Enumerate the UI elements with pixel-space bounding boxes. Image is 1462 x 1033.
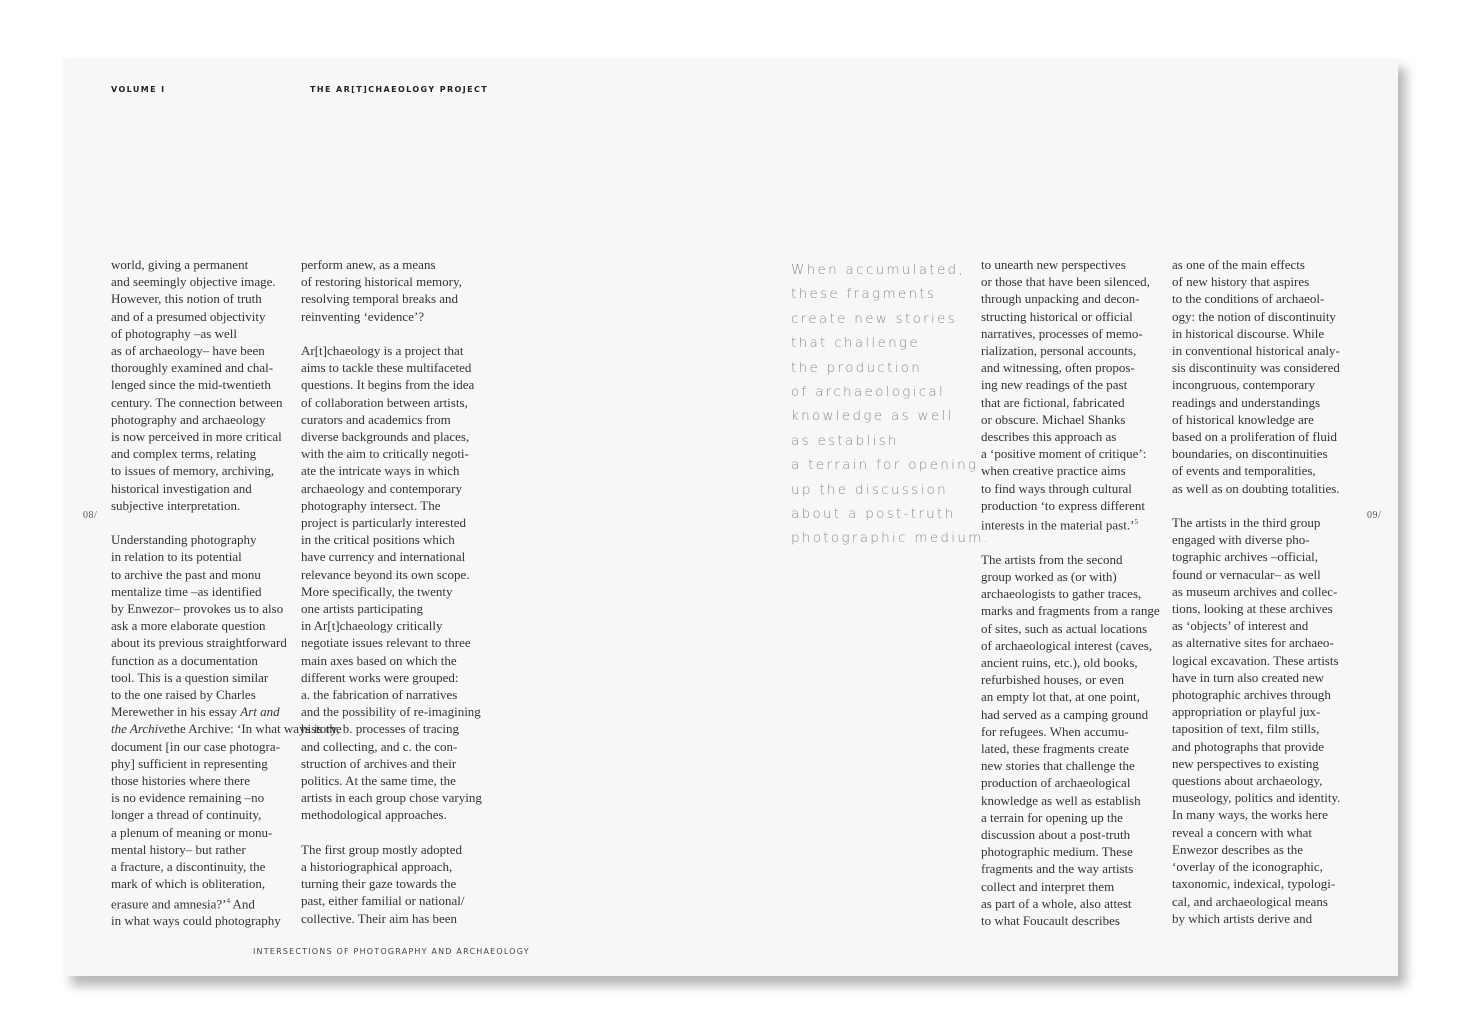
text-line: taxonomic, indexical, typologi- — [1172, 876, 1336, 892]
text-line: ‘overlay of the iconographic, — [1172, 859, 1323, 875]
text-line: as one of the main effects — [1172, 257, 1305, 272]
text-column-4 — [1172, 256, 1340, 927]
text-line: curators and academics from — [301, 411, 451, 427]
text-line: ogy: the notion of discontinuity — [1172, 308, 1336, 324]
text-line: found or vernacular– as well — [1172, 566, 1321, 582]
text-line: and photographs that provide — [1172, 738, 1324, 754]
paragraph-gap — [301, 824, 482, 841]
text-line: historical investigation and — [111, 480, 252, 496]
text-line: politics. At the same time, the — [301, 773, 456, 789]
text-line: lenged since the mid-twentieth — [111, 377, 271, 393]
text-line: The artists in the third group — [1172, 515, 1321, 531]
text-line: questions about archaeology, — [1172, 773, 1323, 789]
text-line: production of archaeological — [981, 775, 1131, 791]
text-line: have in turn also created new — [1172, 669, 1324, 685]
footnote-marker[interactable]: 4 — [226, 896, 230, 905]
text-line: fragments and the way artists — [981, 861, 1134, 877]
text-line: group worked as (or with) — [981, 568, 1117, 584]
text-line: to the conditions of archaeol- — [1172, 291, 1325, 307]
text-line: mentalize time –as identified — [111, 583, 262, 599]
text-line: marks and fragments from a range — [981, 603, 1160, 619]
text-line: different works were grouped: — [301, 669, 459, 685]
text-line: through unpacking and decon- — [981, 291, 1140, 307]
text-line: to what Foucault describes — [981, 913, 1120, 929]
text-line — [981, 514, 1160, 534]
text-line: ancient ruins, etc.), old books, — [981, 654, 1138, 670]
text-line: incongruous, contemporary — [1172, 377, 1315, 393]
text-line: as of archaeology– have been — [111, 343, 265, 359]
text-line: sis discontinuity was considered — [1172, 360, 1340, 376]
text-line: based on a proliferation of fluid — [1172, 429, 1337, 445]
text-line: in relation to its potential — [111, 549, 242, 565]
text-line: in what ways could photography — [111, 913, 281, 929]
text-line: perform anew, as a means — [301, 257, 436, 272]
pull-quote-line: When accumulated, — [791, 262, 966, 278]
text-line: Understanding photography — [111, 532, 257, 548]
text-line: by which artists derive and — [1172, 910, 1313, 926]
text-line: The artists from the second — [981, 551, 1123, 567]
text-line: project is particularly interested — [301, 515, 466, 531]
text-line: Ar[t]chaeology is a project that — [301, 343, 464, 358]
text-line: mark of which is obliteration, — [111, 876, 266, 892]
pull-quote-line: knowledge as well — [791, 408, 954, 425]
text-line: a ‘positive moment of critique’: — [981, 446, 1147, 462]
text-line: century. The connection between — [111, 394, 283, 410]
text-line: of archaeological interest (caves, — [981, 637, 1153, 653]
paragraph-gap — [981, 534, 1160, 551]
text-line: past, either familial or national/ — [301, 893, 465, 909]
text-fragment: And — [230, 895, 255, 911]
text-line: to unearth new perspectives — [981, 257, 1126, 272]
pull-quote-line: that challenge — [791, 335, 920, 352]
text-line: a historiographical approach, — [301, 859, 453, 875]
text-line: collect and interpret them — [981, 878, 1115, 894]
text-line: to archive the past and monu — [111, 566, 261, 582]
text-line: lated, these fragments create — [981, 741, 1129, 756]
text-line: boundaries, on discontinuities — [1172, 446, 1328, 462]
text-line: a plenum of meaning or monu- — [111, 824, 273, 840]
text-line: new stories that challenge the — [981, 758, 1135, 774]
text-line: narratives, processes of memo- — [981, 325, 1143, 341]
text-line: engaged with diverse pho- — [1172, 532, 1310, 548]
text-line: as part of a whole, also attest — [981, 895, 1132, 911]
text-line: tions, looking at these archives — [1172, 601, 1333, 617]
text-line: of collaboration between artists, — [301, 394, 468, 410]
text-line: archaeologists to gather traces, — [981, 586, 1142, 602]
text-line: that are fictional, fabricated — [981, 394, 1125, 410]
folio-left: 08/ — [83, 510, 98, 521]
text-line: In many ways, the works here — [1172, 807, 1328, 823]
text-line: new perspectives to existing — [1172, 755, 1319, 771]
text-line: in historical discourse. While — [1172, 325, 1325, 341]
text-line: as alternative sites for archaeo- — [1172, 635, 1334, 651]
text-line: turning their gaze towards the — [301, 876, 457, 892]
text-line: in Ar[t]chaeology critically — [301, 618, 443, 634]
text-line: in the critical positions which — [301, 532, 455, 548]
pull-quote-line: these fragments — [791, 286, 937, 303]
text-fragment: erasure and amnesia?’ — [111, 895, 227, 911]
text-line: as museum archives and collec- — [1172, 583, 1338, 599]
text-line: tool. This is a question similar — [111, 669, 269, 685]
text-line: More specifically, the twenty — [301, 583, 453, 599]
pull-quote-line: photographic medium. — [791, 530, 991, 547]
text-column-2 — [301, 256, 482, 927]
text-line: appropriation or playful jux- — [1172, 704, 1321, 720]
text-line: as well as on doubting totalities. — [1172, 480, 1340, 496]
text-line: of new history that aspires — [1172, 274, 1310, 290]
pull-quote-line: a terrain for opening — [791, 457, 979, 474]
text-line: a terrain for opening up the — [981, 809, 1123, 825]
footnote-marker[interactable]: 5 — [1134, 518, 1138, 527]
text-line: when creative practice aims — [981, 463, 1126, 479]
text-line: artists in each group chose varying — [301, 790, 482, 806]
text-line: one artists participating — [301, 601, 424, 617]
text-line: reveal a concern with what — [1172, 824, 1313, 840]
pull-quote-line: the production — [791, 359, 923, 376]
text-line: diverse backgrounds and places, — [301, 429, 470, 445]
text-line: discussion about a post-truth — [981, 827, 1131, 843]
text-line: tographic archives –official, — [1172, 549, 1318, 565]
text-line: and witnessing, often propos- — [981, 360, 1135, 376]
text-line: relevance beyond its own scope. — [301, 566, 470, 582]
text-line: mental history– but rather — [111, 841, 246, 857]
text-line: or those that have been silenced, — [981, 274, 1150, 290]
text-line: questions. It begins from the idea — [301, 377, 475, 393]
text-line: and complex terms, relating — [111, 446, 257, 462]
text-line: a fracture, a discontinuity, the — [111, 859, 266, 875]
text-line: main axes based on which the — [301, 652, 457, 668]
paragraph-gap — [1172, 497, 1340, 514]
text-line: reinventing ‘evidence’? — [301, 308, 425, 324]
text-line: logical excavation. These artists — [1172, 652, 1339, 668]
text-line: Enwezor describes as the — [1172, 841, 1304, 857]
text-line: of restoring historical memory, — [301, 274, 462, 290]
text-fragment: Merewether in his essay — [111, 704, 237, 720]
essay-title-italic: the Archive — [111, 721, 170, 737]
text-line: history, b. processes of tracing — [301, 721, 460, 737]
text-line: struction of archives and their — [301, 755, 457, 771]
pull-quote-line: of archaeological — [791, 384, 946, 401]
text-line: for refugees. When accumu- — [981, 723, 1129, 739]
text-line: thoroughly examined and chal- — [111, 360, 274, 376]
pull-quote-line: about a post-truth — [791, 506, 956, 523]
text-line: and collecting, and c. the con- — [301, 738, 458, 754]
text-line: refurbished houses, or even — [981, 672, 1124, 688]
text-line: production ‘to express different — [981, 497, 1146, 513]
running-head-volume: VOLUME I — [111, 85, 166, 94]
text-line: cal, and archaeological means — [1172, 893, 1328, 909]
text-line: function as a documentation — [111, 652, 258, 668]
pull-quote-line: create new stories — [791, 310, 957, 327]
text-line: is no evidence remaining –no — [111, 790, 265, 806]
text-line: world, giving a permanent — [111, 257, 249, 272]
essay-title-italic: Art and — [240, 704, 280, 720]
text-line: to find ways through cultural — [981, 480, 1132, 496]
text-fragment: the Archive: ‘In what ways is the — [169, 721, 342, 737]
text-line: of sites, such as actual locations — [981, 620, 1148, 636]
pull-quote-line: up the discussion — [791, 481, 948, 498]
text-line: or obscure. Michael Shanks — [981, 411, 1126, 427]
text-line: ask a more elaborate question — [111, 618, 266, 634]
folio-right: 09/ — [1367, 510, 1382, 521]
text-line: rialization, personal accounts, — [981, 343, 1137, 359]
text-fragment: interests in the material past.’ — [981, 517, 1135, 533]
text-line: subjective interpretation. — [111, 497, 241, 513]
text-line: knowledge as well as establish — [981, 792, 1141, 808]
text-line: resolving temporal breaks and — [301, 291, 459, 307]
text-line: archaeology and contemporary — [301, 480, 462, 496]
text-line: photography intersect. The — [301, 497, 441, 513]
text-line: and the possibility of re-imagining — [301, 704, 481, 720]
text-line: taposition of text, film stills, — [1172, 721, 1320, 737]
text-line: longer a thread of continuity, — [111, 807, 262, 823]
text-line: of photography –as well — [111, 325, 238, 341]
text-line: of historical knowledge are — [1172, 411, 1314, 427]
text-column-3 — [981, 256, 1160, 929]
text-line: had served as a camping ground — [981, 706, 1149, 722]
text-line: The first group mostly adopted — [301, 841, 463, 857]
text-line: in conventional historical analy- — [1172, 343, 1340, 359]
pull-quote — [791, 258, 990, 551]
text-line: photography and archaeology — [111, 411, 266, 427]
text-line: negotiate issues relevant to three — [301, 635, 471, 651]
text-line: of events and temporalities, — [1172, 463, 1316, 479]
running-footer: INTERSECTIONS OF PHOTOGRAPHY AND ARCHAEOLOGY — [253, 947, 530, 956]
text-line: ing new readings of the past — [981, 377, 1128, 393]
text-line: as ‘objects’ of interest and — [1172, 618, 1309, 634]
text-line: ate the intricate ways in which — [301, 463, 460, 479]
text-line: is now perceived in more critical — [111, 429, 282, 445]
text-line: describes this approach as — [981, 429, 1117, 445]
text-line: an empty lot that, at one point, — [981, 689, 1140, 705]
text-line: and seemingly objective image. — [111, 274, 276, 290]
text-line: aims to tackle these multifaceted — [301, 360, 472, 376]
text-line: document [in our case photogra- — [111, 738, 280, 754]
text-line: collective. Their aim has been — [301, 910, 458, 926]
text-line: about its previous straightforward — [111, 635, 287, 651]
text-line: museology, politics and identity. — [1172, 790, 1341, 806]
text-line: with the aim to critically negoti- — [301, 446, 469, 462]
text-line: photographic archives through — [1172, 687, 1331, 703]
pull-quote-line: as establish — [791, 432, 899, 449]
text-line: However, this notion of truth — [111, 291, 262, 307]
text-line: by Enwezor– provokes us to also — [111, 601, 284, 617]
text-line: structing historical or official — [981, 308, 1133, 324]
running-head-title: THE AR[T]CHAEOLOGY PROJECT — [310, 85, 489, 94]
text-line: methodological approaches. — [301, 807, 447, 823]
text-line: have currency and international — [301, 549, 466, 565]
text-line: to issues of memory, archiving, — [111, 463, 275, 479]
text-line: and of a presumed objectivity — [111, 308, 266, 324]
paragraph-gap — [301, 325, 482, 342]
text-line: to the one raised by Charles — [111, 687, 256, 703]
text-line: photographic medium. These — [981, 844, 1133, 860]
text-line: those histories where there — [111, 773, 250, 789]
text-line: phy] sufficient in representing — [111, 755, 268, 771]
text-line: a. the fabrication of narratives — [301, 687, 458, 703]
text-line: readings and understandings — [1172, 394, 1321, 410]
